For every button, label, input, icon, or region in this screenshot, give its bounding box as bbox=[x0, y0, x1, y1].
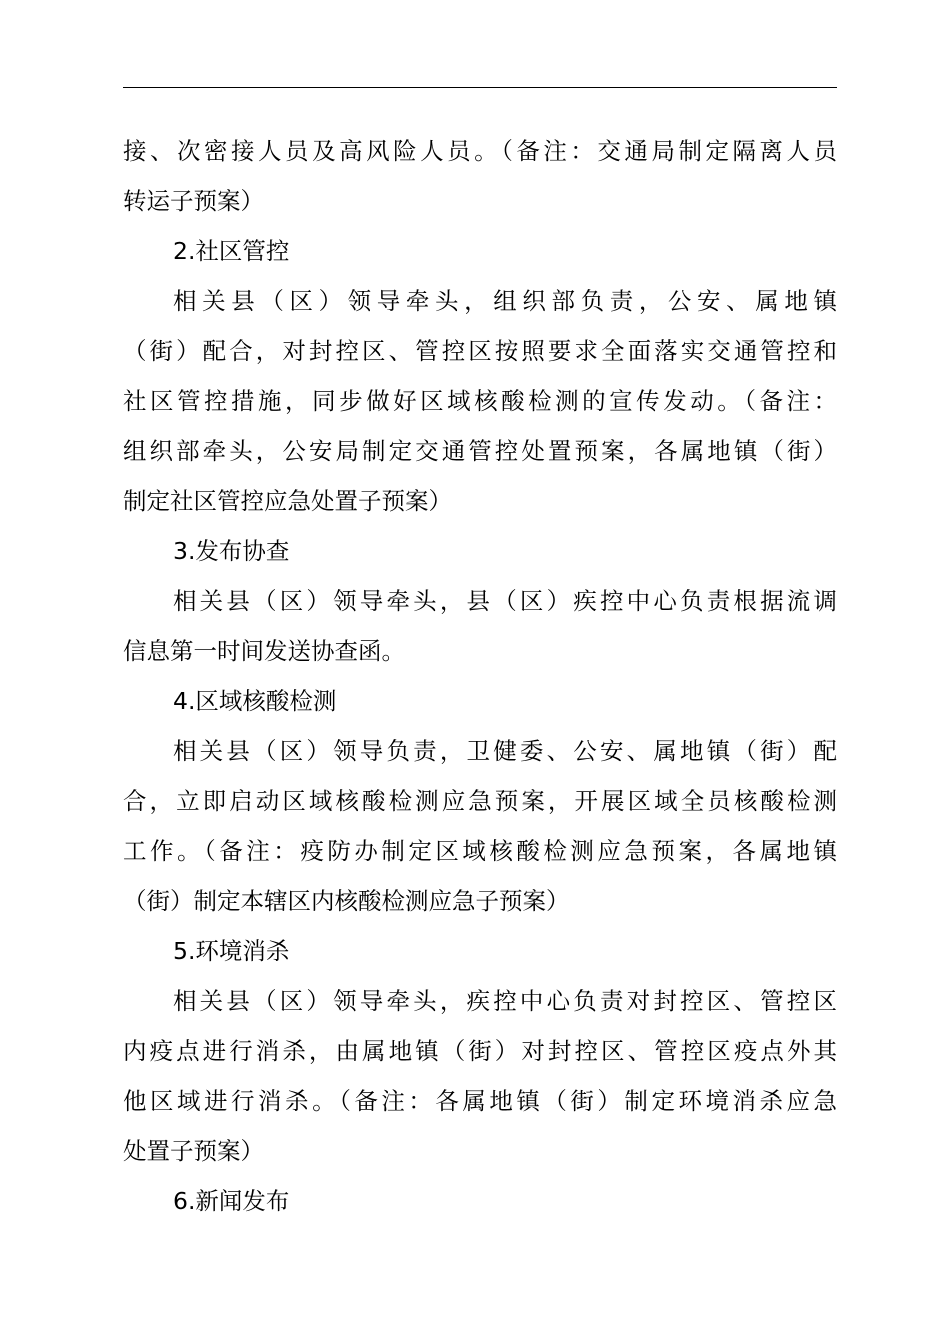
paragraph-line: 接、次密接人员及高风险人员。（备注：交通局制定隔离人员 bbox=[123, 137, 837, 165]
document-body bbox=[123, 126, 837, 1226]
paragraph-line: 转运子预案） bbox=[123, 187, 264, 215]
section-heading: 5.环境消杀 bbox=[173, 937, 290, 965]
paragraph-line: 相关县（区）领导牵头，疾控中心负责对封控区、管控区 bbox=[173, 987, 837, 1015]
paragraph-line: 信息第一时间发送协查函。 bbox=[123, 637, 405, 665]
section-heading: 2.社区管控 bbox=[173, 237, 290, 265]
paragraph-line: （街）制定本辖区内核酸检测应急子预案） bbox=[123, 887, 570, 915]
paragraph-line: 制定社区管控应急处置子预案） bbox=[123, 487, 452, 515]
section-heading: 4.区域核酸检测 bbox=[173, 687, 337, 715]
paragraph-line: 处置子预案） bbox=[123, 1137, 264, 1165]
section-heading: 6.新闻发布 bbox=[173, 1187, 290, 1215]
paragraph-line: 相关县（区）领导牵头，组织部负责，公安、属地镇 bbox=[173, 287, 837, 315]
section-heading: 3.发布协查 bbox=[173, 537, 290, 565]
paragraph-line: 工作。（备注：疫防办制定区域核酸检测应急预案，各属地镇 bbox=[123, 837, 837, 865]
paragraph-line: 内疫点进行消杀，由属地镇（街）对封控区、管控区疫点外其 bbox=[123, 1037, 837, 1065]
paragraph-line: 组织部牵头，公安局制定交通管控处置预案，各属地镇（街） bbox=[123, 437, 837, 465]
paragraph-line: 合，立即启动区域核酸检测应急预案，开展区域全员核酸检测 bbox=[123, 787, 837, 815]
paragraph-line: 他区域进行消杀。（备注：各属地镇（街）制定环境消杀应急 bbox=[123, 1087, 837, 1115]
header-rule bbox=[123, 87, 837, 88]
paragraph-line: 相关县（区）领导牵头，县（区）疾控中心负责根据流调 bbox=[173, 587, 837, 615]
paragraph-line: 相关县（区）领导负责，卫健委、公安、属地镇（街）配 bbox=[173, 737, 837, 765]
paragraph-line: （街）配合，对封控区、管控区按照要求全面落实交通管控和 bbox=[123, 337, 837, 365]
paragraph-line: 社区管控措施，同步做好区域核酸检测的宣传发动。（备注： bbox=[123, 387, 837, 415]
